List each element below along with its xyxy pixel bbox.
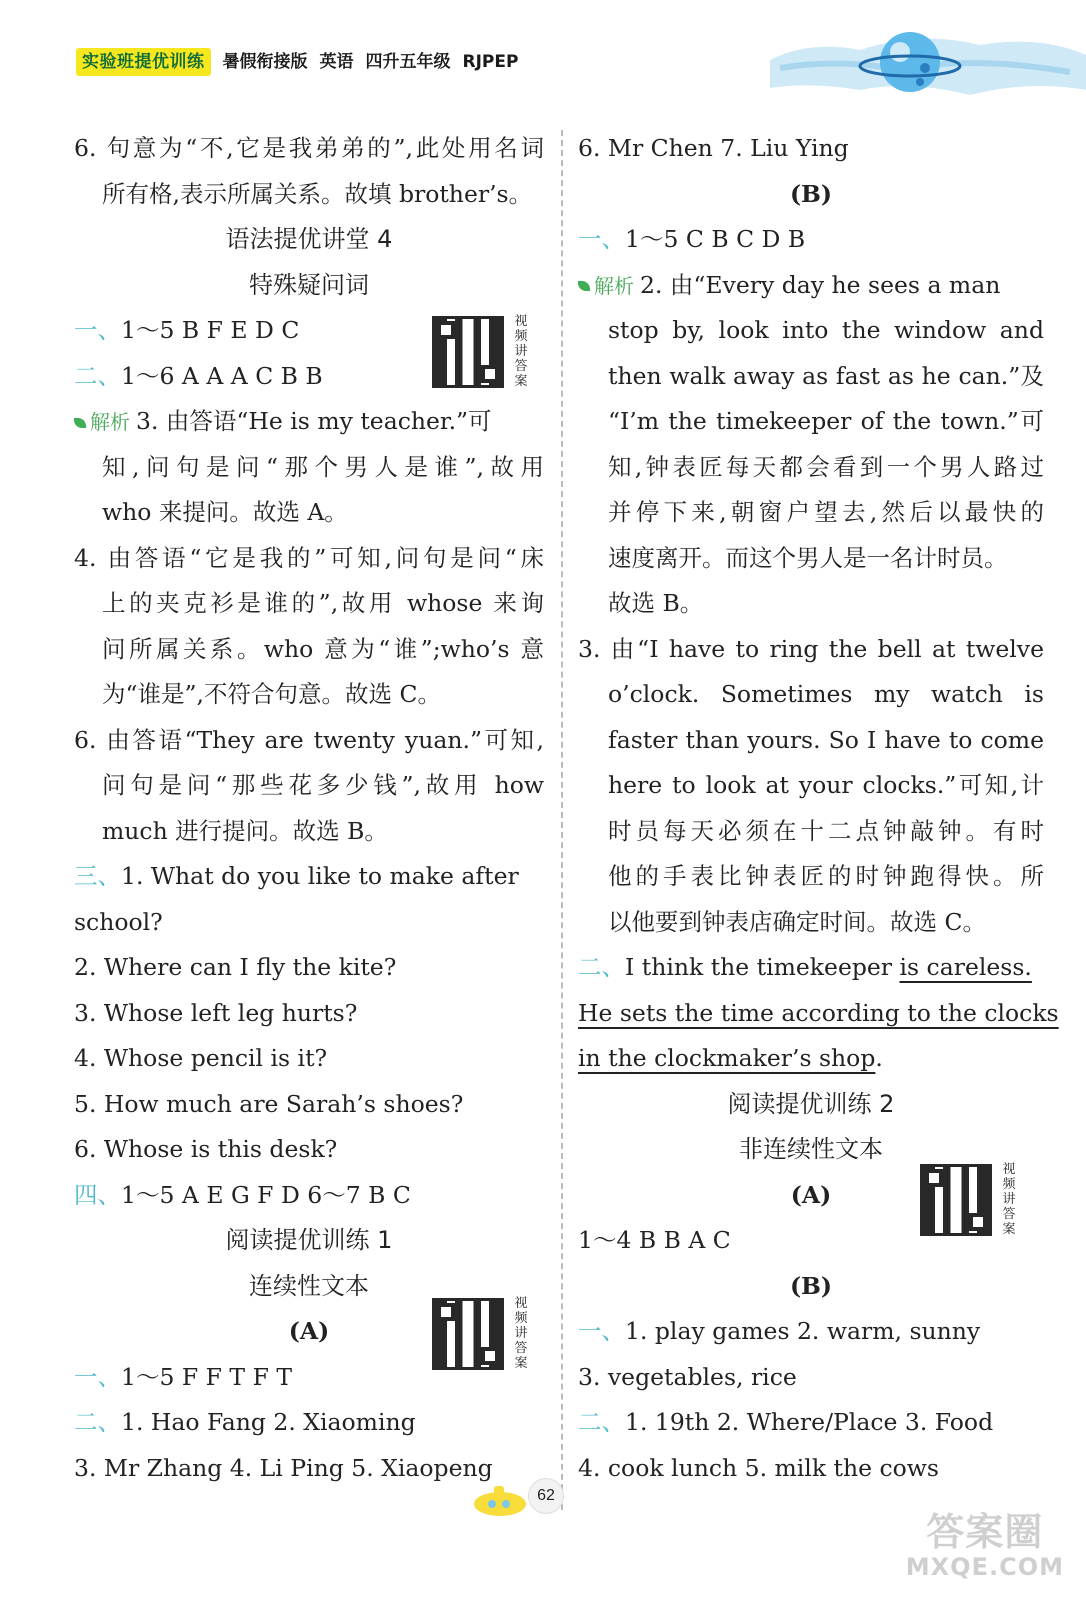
text-line: 4. 由答语“它是我的”可知,问句是问“床 (74, 543, 544, 572)
section-subtitle: 非连续性文本 (739, 1135, 883, 1163)
text-line: 并停下来,朝窗户望去,然后以最快的 (608, 498, 1044, 526)
part-label: (A) (790, 1180, 832, 1209)
text-line: 3. Whose left leg hurts? (74, 998, 358, 1027)
answer-line (74, 1400, 544, 1446)
analysis-label: 解析 (594, 273, 634, 298)
text-line: “I’m the timekeeper of the town.”可 (608, 407, 1044, 435)
part-marker: 一、 (74, 316, 121, 344)
underlined-answer: in the clockmaker’s shop (578, 1044, 876, 1072)
section-title: 阅读提优训练 2 (727, 1089, 895, 1118)
section-subtitle: 特殊疑问词 (249, 270, 369, 299)
part-marker: 一、 (578, 225, 625, 253)
answer-line (578, 991, 1059, 1037)
leaf-icon (578, 281, 590, 291)
text-line: 6. Mr Chen 7. Liu Ying (578, 134, 849, 162)
text-line: much 进行提问。故选 B。 (102, 816, 388, 845)
answer-line (74, 854, 544, 900)
text-line: 3. 由“I have to ring the bell at twelve (578, 634, 1044, 663)
answer-line: 1～4 B B A C (578, 1226, 731, 1254)
analysis-label: 解析 (90, 410, 130, 434)
text-line: 上的夹克衫是谁的”,故用 whose 来询 (102, 589, 544, 617)
qr-label: 视频讲答案 (514, 1296, 528, 1371)
header-title (76, 48, 518, 76)
text-line: here to look at your clocks.”可知,计 (608, 771, 1044, 799)
qr-label: 视频讲答案 (514, 314, 528, 389)
part-marker: 三、 (74, 862, 121, 890)
analysis-line (74, 399, 544, 445)
part-label: (A) (288, 1317, 330, 1345)
text-line: 3. vegetables, rice (578, 1362, 797, 1391)
text-line: 问所属关系。who 意为“谁”;who’s 意 (102, 634, 544, 663)
header-planet-icon (770, 10, 1086, 110)
part-label: (B) (789, 1271, 833, 1300)
text-line: 他的手表比钟表匠的时钟跑得快。所 (608, 862, 1044, 890)
right-column (578, 126, 1059, 1491)
watermark-cn: 答案圈 (926, 1509, 1044, 1554)
answer-line (578, 1400, 1044, 1446)
column-divider (561, 130, 563, 1510)
section-title: 阅读提优训练 1 (225, 1226, 393, 1254)
answer-line (578, 1309, 1044, 1355)
leaf-icon (74, 418, 86, 428)
text-line: faster than yours. So I have to come (608, 725, 1044, 754)
qr-label: 视频讲答案 (1002, 1162, 1016, 1237)
part-marker: 一、 (74, 1362, 121, 1391)
header-edition: 暑假衔接版 (222, 52, 308, 72)
answer-line (578, 945, 1044, 991)
text-line: 为“谁是”,不符合句意。故选 C。 (102, 680, 441, 708)
text-line: 2. Where can I fly the kite? (74, 953, 397, 981)
section-title: 语法提优讲堂 4 (225, 225, 393, 253)
answer-line (74, 1173, 544, 1219)
answer-text: 1～5 C B C D B (625, 225, 806, 253)
answer-text: 1～5 B F E D C (121, 316, 300, 344)
part-label: (B) (789, 179, 833, 208)
text-line: 4. Whose pencil is it? (74, 1044, 328, 1072)
text-line: 知,钟表匠每天都会看到一个男人路过 (608, 452, 1044, 481)
text-line: 6. 句意为“不,它是我弟弟的”,此处用名词 (74, 134, 544, 162)
analysis-text: 3. 由答语“He is my teacher.”可 (136, 407, 492, 435)
text-line: 3. Mr Zhang 4. Li Ping 5. Xiaopeng (74, 1453, 493, 1482)
text-line: 所有格,表示所属关系。故填 brother’s。 (102, 179, 533, 208)
part-marker: 四、 (74, 1180, 121, 1209)
answer-text: 1～5 F F T F T (121, 1362, 293, 1391)
text-line: school? (74, 907, 163, 936)
answer-line (578, 217, 1044, 263)
answer-text: 1. 19th 2. Where/Place 3. Food (625, 1408, 994, 1436)
text-line: 以他要到钟表店确定时间。故选 C。 (608, 907, 986, 936)
underlined-answer: He sets the time according to the clocks (578, 998, 1059, 1027)
section-subtitle: 连续性文本 (249, 1271, 369, 1300)
text-line: 时员每天必须在十二点钟敲钟。有时 (608, 816, 1044, 845)
answer-text: 1～5 A E G F D 6～7 B C (121, 1180, 411, 1209)
answer-line (578, 1036, 1044, 1082)
answer-text: 1. play games 2. warm, sunny (625, 1317, 981, 1345)
text-line: 5. How much are Sarah’s shoes? (74, 1089, 464, 1118)
part-marker: 二、 (74, 361, 121, 390)
part-marker: 二、 (578, 953, 625, 981)
answer-text: 1～6 A A A C B B (121, 361, 323, 390)
text-line: 6. Whose is this desk? (74, 1135, 338, 1163)
text-line: 问句是问“那些花多少钱”,故用 how (102, 771, 544, 799)
header-version: RJPEP (462, 52, 519, 72)
page-number: 62 (528, 1478, 564, 1514)
answer-text: . (875, 1044, 883, 1072)
page-footer (470, 1470, 590, 1530)
part-marker: 二、 (578, 1408, 625, 1436)
answer-text: I think the timekeeper (625, 953, 900, 981)
text-line: 知,问句是问“那个男人是谁”,故用 (102, 452, 544, 481)
header-brand: 实验班提优训练 (76, 48, 211, 76)
watermark (905, 1509, 1064, 1581)
answer-text: 1. What do you like to make after (121, 862, 519, 890)
page-header (0, 0, 1086, 110)
qr-code-icon[interactable] (432, 316, 504, 388)
text-line: 速度离开。而这个男人是一名计时员。 (608, 543, 1008, 572)
answer-text: 1. Hao Fang 2. Xiaoming (121, 1408, 416, 1436)
text-line: who 来提问。故选 A。 (102, 498, 348, 526)
watermark-en: MXQE.COM (905, 1552, 1064, 1581)
submarine-icon (470, 1480, 530, 1520)
text-line: stop by, look into the window and (608, 316, 1044, 344)
text-line: then walk away as fast as he can.”及 (608, 361, 1044, 390)
text-line: 4. cook lunch 5. milk the cows (578, 1453, 939, 1482)
qr-code-icon[interactable] (432, 1298, 504, 1370)
part-marker: 一、 (578, 1317, 625, 1345)
analysis-line (578, 263, 1044, 309)
text-line: 6. 由答语“They are twenty yuan.”可知, (74, 725, 544, 754)
analysis-text: 2. 由“Every day he sees a man (640, 270, 1001, 299)
header-grade: 四升五年级 (365, 52, 451, 72)
part-marker: 二、 (74, 1408, 121, 1436)
header-subject: 英语 (319, 52, 354, 72)
underlined-answer: is careless. (899, 953, 1032, 981)
text-line: 故选 B。 (608, 589, 704, 617)
text-line: o’clock. Sometimes my watch is (608, 680, 1044, 708)
